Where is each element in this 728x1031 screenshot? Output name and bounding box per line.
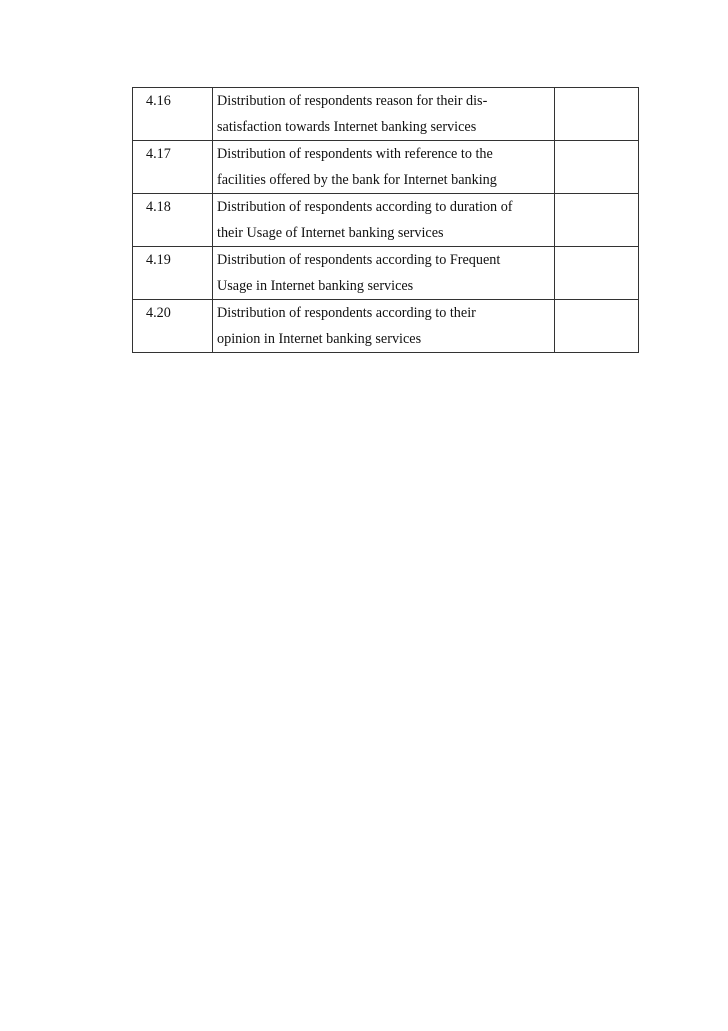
description-line: Usage in Internet banking services — [217, 278, 414, 294]
table-row — [133, 300, 639, 353]
description-line: Distribution of respondents reason for their dis- — [217, 93, 488, 109]
table-number: 4.17 — [133, 141, 213, 194]
page-number-cell — [555, 88, 639, 141]
page-number-cell — [555, 247, 639, 300]
table-number: 4.18 — [133, 194, 213, 247]
description-line: satisfaction towards Internet banking services — [217, 119, 477, 135]
table-row — [133, 247, 639, 300]
description-line: their Usage of Internet banking services — [217, 225, 444, 241]
table-description — [213, 300, 555, 353]
table-description — [213, 194, 555, 247]
description-line: Distribution of respondents according to Frequent — [217, 252, 501, 268]
table-row — [133, 194, 639, 247]
table-description — [213, 88, 555, 141]
list-of-tables — [132, 87, 639, 353]
table-row — [133, 88, 639, 141]
table-number: 4.16 — [133, 88, 213, 141]
table-description — [213, 141, 555, 194]
description-line: opinion in Internet banking services — [217, 331, 422, 347]
description-line: Distribution of respondents with reference to the — [217, 146, 493, 162]
table-row — [133, 141, 639, 194]
page-number-cell — [555, 141, 639, 194]
table-number: 4.19 — [133, 247, 213, 300]
table-number: 4.20 — [133, 300, 213, 353]
description-line: Distribution of respondents according to their — [217, 305, 476, 321]
page-number-cell — [555, 300, 639, 353]
description-line: facilities offered by the bank for Internet banking — [217, 172, 497, 188]
table-description — [213, 247, 555, 300]
page-number-cell — [555, 194, 639, 247]
description-line: Distribution of respondents according to duration of — [217, 199, 513, 215]
